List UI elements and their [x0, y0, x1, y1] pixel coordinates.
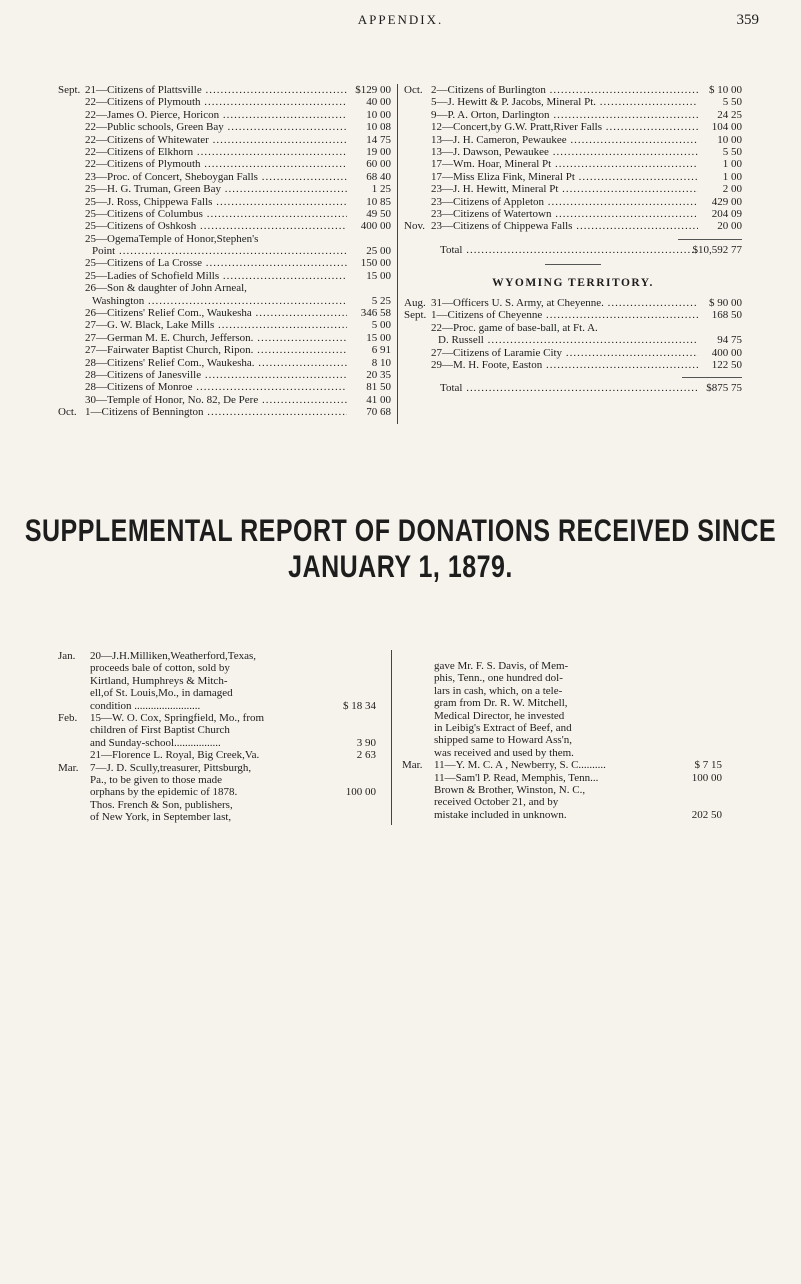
total-amount: $10,592 77	[692, 243, 742, 256]
supplemental-line	[402, 660, 722, 672]
donation-row	[58, 183, 391, 195]
wyoming-rows	[404, 297, 742, 371]
supplemental-text: gram from Dr. R. W. Mitchell,	[434, 697, 568, 710]
supplemental-line	[402, 759, 722, 771]
supplemental-line	[402, 809, 722, 821]
supplemental-line	[58, 811, 376, 823]
donor-description: 27—German M. E. Church, Jefferson. .....	[85, 332, 347, 344]
donor-description: 30—Temple of Honor, No. 82, De Pere .....	[85, 394, 347, 406]
donor-description: 22—Citizens of Plymouth .....	[85, 158, 347, 170]
month-label: Mar.	[58, 761, 79, 774]
donor-description: 22—Public schools, Green Bay .....	[85, 121, 347, 133]
supplemental-text: mistake included in unknown.	[434, 808, 567, 821]
supplemental-text: condition ........................	[90, 699, 201, 712]
donor-description: 17—Wm. Hoar, Mineral Pt .....	[431, 158, 698, 170]
donation-amount: 70 68	[366, 406, 391, 419]
donation-amount: 19 00	[366, 145, 391, 158]
month-label: Feb.	[58, 711, 78, 724]
wyoming-total-label: Total .....	[440, 382, 698, 394]
donation-amount: 20 35	[366, 368, 391, 381]
donor-description: 27—G. W. Black, Lake Mills .....	[85, 319, 347, 331]
supplemental-text: orphans by the epidemic of 1878.	[90, 786, 238, 799]
donation-row	[58, 245, 391, 257]
donation-amount: 346 58	[360, 307, 391, 320]
donation-amount: 14 75	[366, 133, 391, 146]
donor-description: 13—J. Dawson, Pewaukee .....	[431, 146, 698, 158]
donor-description: 1—Citizens of Cheyenne .....	[431, 309, 698, 321]
donation-row	[58, 257, 391, 269]
supplemental-line	[402, 796, 722, 808]
donation-amount: 15 00	[366, 331, 391, 344]
supplemental-text: 11—Sam'l P. Read, Memphis, Tenn...	[434, 771, 599, 784]
donation-amount: 6 91	[371, 344, 391, 357]
supplemental-text: ell,of St. Louis,Mo., in damaged	[90, 687, 233, 700]
supplemental-text: Medical Director, he invested	[434, 709, 565, 722]
right-total-row	[404, 244, 742, 256]
supplemental-text: 7—J. D. Scully,treasurer, Pittsburgh,	[90, 761, 252, 774]
donor-description: 25—Ladies of Schofield Mills .....	[85, 270, 347, 282]
donor-description: 23—Citizens of Chippewa Falls .....	[431, 220, 698, 232]
donation-amount: $ 90 00	[709, 297, 742, 310]
month-label: Nov.	[404, 220, 425, 233]
donation-row	[404, 334, 742, 346]
supplemental-line	[58, 662, 376, 674]
supplemental-line	[402, 710, 722, 722]
supplemental-line	[58, 799, 376, 811]
supplemental-text: received October 21, and by	[434, 796, 559, 809]
donation-row	[404, 171, 742, 183]
donation-amount: 2 00	[722, 183, 742, 196]
wyoming-heading: WYOMING TERRITORY.	[492, 277, 654, 290]
supplemental-text: 20—J.H.Milliken,Weatherford,Texas,	[90, 650, 257, 662]
month-label: Oct.	[58, 406, 77, 419]
donation-row	[58, 394, 391, 406]
donor-description: 13—J. H. Cameron, Pewaukee .....	[431, 134, 698, 146]
supplemental-text: proceeds bale of cotton, sold by	[90, 662, 230, 675]
supplemental-text: of New York, in September last,	[90, 811, 232, 824]
supplemental-title-line2: JANUARY 1, 1879.	[288, 549, 513, 585]
donor-description: 31—Officers U. S. Army, at Cheyenne. .....	[431, 297, 698, 309]
donor-description: 21—Citizens of Plattsville .....	[85, 84, 347, 96]
column-divider	[397, 84, 398, 424]
donation-amount: 104 00	[711, 121, 742, 134]
donor-description: 22—James O. Pierce, Horicon .....	[85, 109, 347, 121]
running-title: APPENDIX.	[357, 12, 444, 27]
donation-amount: 5 50	[722, 145, 742, 158]
donation-row	[58, 96, 391, 108]
donor-description: 22—Citizens of Plymouth .....	[85, 96, 347, 108]
donation-row	[58, 406, 391, 418]
donation-row	[404, 347, 742, 359]
donation-row	[58, 121, 391, 133]
donation-row	[58, 295, 391, 307]
donation-amount: $ 10 00	[709, 84, 742, 96]
donation-row	[58, 344, 391, 356]
donation-amount: 5 50	[722, 96, 742, 109]
supplemental-text: 11—Y. M. C. A , Newberry, S. C..........	[434, 759, 606, 772]
donation-row	[58, 282, 391, 294]
donation-row	[404, 359, 742, 371]
donations-right-column	[404, 84, 742, 395]
supplemental-text: lars in cash, which, on a tele-	[434, 684, 563, 697]
supplemental-line	[58, 650, 376, 662]
supplemental-line	[58, 786, 376, 798]
donor-description: 27—Fairwater Baptist Church, Ripon. .....	[85, 344, 347, 356]
donor-description: 22—Citizens of Whitewater .....	[85, 134, 347, 146]
supplemental-text: Thos. French & Son, publishers,	[90, 798, 233, 811]
donation-row	[404, 134, 742, 146]
supplemental-line	[402, 734, 722, 746]
donation-amount: 100 00	[345, 786, 376, 799]
donation-amount: 68 40	[366, 170, 391, 183]
donation-row	[58, 220, 391, 232]
donation-row	[58, 208, 391, 220]
donor-description: 26—Son & daughter of John Arneal,	[85, 282, 247, 295]
donation-amount: $129 00	[355, 84, 391, 96]
donation-amount: 10 00	[366, 108, 391, 121]
donor-description: 25—H. G. Truman, Green Bay .....	[85, 183, 347, 195]
donation-row	[404, 196, 742, 208]
donation-amount: 10 08	[366, 121, 391, 134]
donation-row	[58, 270, 391, 282]
donation-amount: 3 90	[356, 736, 376, 749]
supplemental-line	[58, 749, 376, 761]
supplemental-line	[402, 697, 722, 709]
supplemental-line	[58, 737, 376, 749]
donation-amount: 5 00	[371, 319, 391, 332]
donation-row	[58, 134, 391, 146]
donation-row	[58, 171, 391, 183]
supplemental-text: and Sunday-school.................	[90, 736, 221, 749]
donation-amount: 1 00	[722, 158, 742, 171]
donation-row	[58, 332, 391, 344]
donation-row	[58, 307, 391, 319]
supplemental-divider	[391, 650, 392, 825]
supplemental-line	[402, 784, 722, 796]
donor-description: 25—J. Ross, Chippewa Falls .....	[85, 196, 347, 208]
donation-row	[404, 121, 742, 133]
supplemental-text: Brown & Brother, Winston, N. C.,	[434, 783, 586, 796]
donation-amount: 25 00	[366, 245, 391, 258]
supplemental-text: Kirtland, Humphreys & Mitch-	[90, 674, 228, 687]
supplemental-text: 15—W. O. Cox, Springfield, Mo., from	[90, 711, 265, 724]
donation-amount: 49 50	[366, 207, 391, 220]
donor-description: 28—Citizens of Janesville .....	[85, 369, 347, 381]
donation-row	[58, 196, 391, 208]
supplemental-title-line1: SUPPLEMENTAL REPORT OF DONATIONS RECEIVED SINCE	[24, 513, 777, 549]
donor-description: Point .....	[92, 245, 347, 257]
donor-description: D. Russell .....	[438, 334, 698, 346]
month-label: Aug.	[404, 297, 426, 310]
supplemental-text: phis, Tenn., one hundred dol-	[434, 672, 563, 685]
supplemental-line	[58, 762, 376, 774]
donation-row	[404, 220, 742, 232]
donation-row	[404, 109, 742, 121]
month-label: Sept.	[58, 84, 81, 96]
donor-description: 23—Proc. of Concert, Sheboygan Falls .....	[85, 171, 347, 183]
donor-description: 27—Citizens of Laramie City .....	[431, 347, 698, 359]
donation-amount: 5 25	[371, 294, 391, 307]
donation-amount: 20 00	[717, 220, 742, 233]
supplemental-right-column	[402, 660, 722, 821]
donor-description: 25—Citizens of La Crosse .....	[85, 257, 347, 269]
supplemental-line	[58, 700, 376, 712]
donation-amount: 81 50	[366, 381, 391, 394]
wyoming-total-row	[404, 382, 742, 394]
donor-description: 17—Miss Eliza Fink, Mineral Pt .....	[431, 171, 698, 183]
supplemental-line	[402, 772, 722, 784]
donation-amount: 400 00	[360, 220, 391, 233]
donor-description: 25—Citizens of Columbus .....	[85, 208, 347, 220]
donation-amount: 1 00	[722, 170, 742, 183]
donor-description: Washington .....	[92, 295, 347, 307]
donor-description: 23—Citizens of Appleton .....	[431, 196, 698, 208]
supplemental-line	[402, 722, 722, 734]
donation-amount: $ 7 15	[694, 759, 722, 772]
donation-row	[58, 369, 391, 381]
donation-row	[404, 309, 742, 321]
donation-row	[58, 357, 391, 369]
supplemental-text: shipped same to Howard Ass'n,	[434, 734, 572, 747]
donation-amount: 2 63	[356, 749, 376, 762]
donation-amount: 60 00	[366, 158, 391, 171]
supplemental-text: 21—Florence L. Royal, Big Creek,Va.	[90, 749, 260, 762]
donation-row	[404, 208, 742, 220]
donation-row	[58, 84, 391, 96]
page-number: 359	[736, 12, 759, 28]
donation-amount: 41 00	[366, 393, 391, 406]
donation-amount: 400 00	[711, 346, 742, 359]
donation-row	[404, 322, 742, 334]
donation-amount: 1 25	[371, 183, 391, 196]
donor-description: 12—Concert,by G.W. Pratt,River Falls .....	[431, 121, 698, 133]
donor-description: 23—Citizens of Watertown .....	[431, 208, 698, 220]
donor-description: 25—OgemaTemple of Honor,Stephen's	[85, 232, 259, 245]
donation-amount: 94 75	[717, 334, 742, 347]
supplemental-line	[402, 672, 722, 684]
donation-row	[58, 233, 391, 245]
donor-description: 5—J. Hewitt & P. Jacobs, Mineral Pt. .....	[431, 96, 698, 108]
donation-amount: 100 00	[691, 771, 722, 784]
donor-description: 2—Citizens of Burlington .....	[431, 84, 698, 96]
donor-description: 28—Citizens' Relief Com., Waukesha. .....	[85, 357, 347, 369]
donor-description: 23—J. H. Hewitt, Mineral Pt .....	[431, 183, 698, 195]
supplemental-line	[58, 687, 376, 699]
donation-row	[58, 158, 391, 170]
supplemental-text: Pa., to be given to those made	[90, 773, 222, 786]
donation-row	[58, 381, 391, 393]
supplemental-text: gave Mr. F. S. Davis, of Mem-	[434, 660, 569, 672]
donation-amount: 8 10	[371, 356, 391, 369]
donation-row	[404, 297, 742, 309]
supplemental-text: children of First Baptist Church	[90, 724, 230, 737]
month-label: Sept.	[404, 309, 427, 322]
donation-row	[404, 183, 742, 195]
donor-description: 28—Citizens of Monroe .....	[85, 381, 347, 393]
running-header	[0, 12, 801, 36]
donation-amount: 429 00	[711, 195, 742, 208]
right-column-rows	[404, 84, 742, 233]
donation-amount: 168 50	[711, 309, 742, 322]
supplemental-line	[402, 747, 722, 759]
total-rule	[678, 239, 742, 240]
donation-amount: 150 00	[360, 257, 391, 270]
donor-description: 22—Citizens of Elkhorn .....	[85, 146, 347, 158]
donor-description: 1—Citizens of Bennington .....	[85, 406, 347, 418]
supplemental-line	[58, 675, 376, 687]
donation-row	[58, 319, 391, 331]
section-rule	[545, 264, 601, 265]
month-label: Oct.	[404, 84, 423, 96]
supplemental-line	[58, 724, 376, 736]
donation-amount: 24 25	[717, 108, 742, 121]
donation-amount: 10 85	[366, 195, 391, 208]
donation-row	[404, 158, 742, 170]
donation-amount: 15 00	[366, 269, 391, 282]
donor-description: 22—Proc. game of base-ball, at Ft. A.	[431, 321, 598, 334]
donation-amount: 10 00	[717, 133, 742, 146]
wyoming-total-amount: $875 75	[706, 382, 742, 395]
donations-left-column	[58, 84, 391, 419]
supplemental-text: was received and used by them.	[434, 746, 574, 759]
donation-amount: 202 50	[691, 808, 722, 821]
donor-description: 9—P. A. Orton, Darlington .....	[431, 109, 698, 121]
donor-description: 26—Citizens' Relief Com., Waukesha .....	[85, 307, 347, 319]
donor-description: 29—M. H. Foote, Easton .....	[431, 359, 698, 371]
supplemental-text: in Leibig's Extract of Beef, and	[434, 721, 572, 734]
donation-row	[58, 146, 391, 158]
month-label: Jan.	[58, 650, 76, 662]
donation-amount: $ 18 34	[343, 699, 376, 712]
donation-row	[404, 84, 742, 96]
supplemental-line	[58, 774, 376, 786]
donation-amount: 204 09	[711, 207, 742, 220]
donation-amount: 122 50	[711, 359, 742, 372]
wyoming-total-rule	[682, 377, 742, 378]
supplemental-line	[58, 712, 376, 724]
donation-amount: 40 00	[366, 96, 391, 109]
supplemental-line	[402, 685, 722, 697]
donor-description: 25—Citizens of Oshkosh .....	[85, 220, 347, 232]
month-label: Mar.	[402, 759, 423, 772]
supplemental-left-column	[58, 650, 376, 823]
donation-row	[404, 146, 742, 158]
donation-row	[404, 96, 742, 108]
total-label: Total .....	[440, 244, 698, 256]
donation-row	[58, 109, 391, 121]
